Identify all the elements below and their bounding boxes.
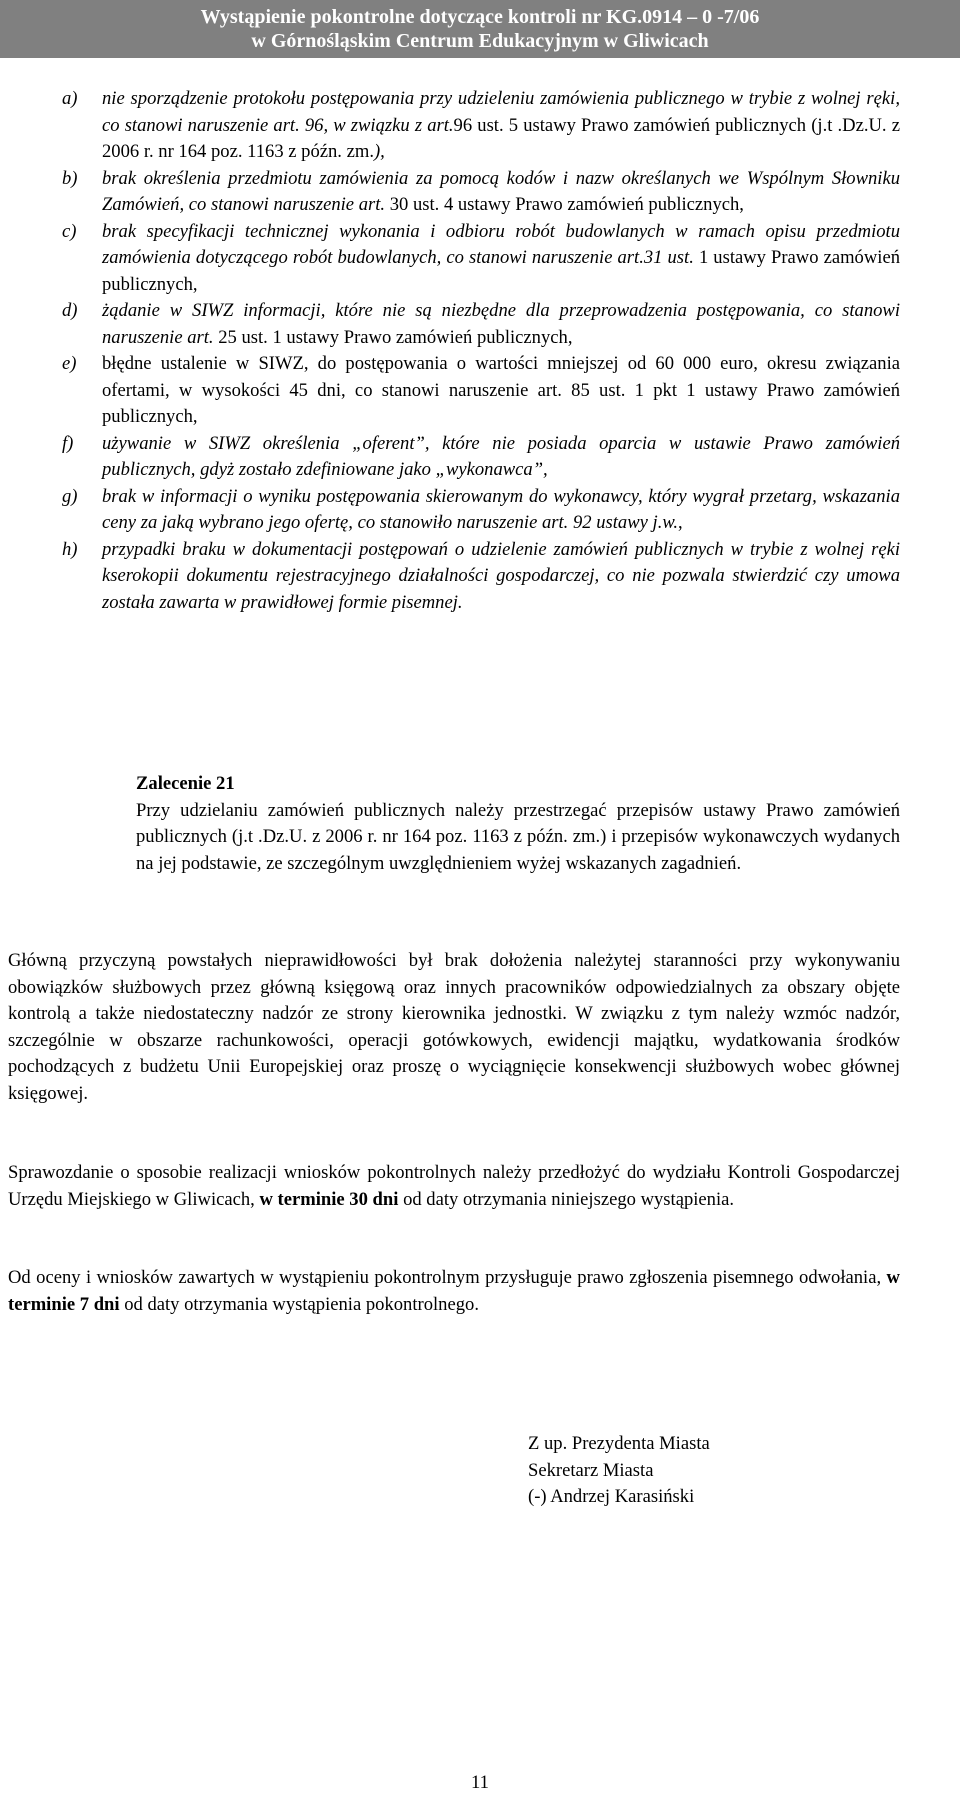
paragraph-report-deadline: [8, 1160, 900, 1213]
list-item-upright-text: 25 ust. 1 ustawy Prawo zamówień publicznych,: [218, 326, 573, 348]
list-item-upright-text: 1 ustawy Prawo zamówień publicznych,: [102, 247, 901, 295]
list-item-italic-text: przypadki braku w dokumentacji postępowań o udzielenie zamówień publicznych w trybie z wolnej ręki kserokopii dokumentu rejestracyjnego działalności gospodarczej, co nie pozwala stwierdzić czy umowa została zawarta w prawidłowej formie pisemnej.: [102, 538, 900, 613]
list-item: [62, 484, 900, 537]
signature-line: Sekretarz Miasta: [528, 1459, 654, 1481]
list-item-letter: g): [62, 485, 78, 507]
signature-block: [528, 1431, 908, 1511]
list-item-letter: a): [62, 88, 78, 109]
list-item: [62, 219, 900, 299]
list-item: [62, 166, 900, 219]
header-title-line1: Wystąpienie pokontrolne dotyczące kontroli nr KG.0914 – 0 -7/06: [200, 6, 760, 28]
list-item-upright-text: błędne ustalenie w SIWZ, do postępowania o wartości mniejszej od 60 000 euro, okresu związania ofertami, w wysokości 45 dni, co stanowi naruszenie art. 85 ust. 1 pkt 1 ustawy Prawo zamówień publicznych,: [102, 353, 900, 427]
paragraph-text: od daty otrzymania niniejszego wystąpienia.: [403, 1188, 735, 1210]
list-item-italic-text: brak w informacji o wyniku postępowania skierowanym do wykonawcy, który wygrał przetarg, wskazania ceny za jaką wybrano jego ofertę, co stanowiło naruszenie art. 92 ustawy j.w.: [102, 485, 900, 533]
list-item-letter: e): [62, 353, 77, 374]
list-item: [62, 86, 900, 166]
paragraph-causes: Główną przyczyną powstałych nieprawidłowości był brak dołożenia należytej staranności przy wykonywaniu obowiązków służbowych przez główną księgową oraz innych pracowników odpowiedzialnych za obszary objęte kontrolą a także niedostateczny nadzór ze strony kierownika jednostki. W związku z tym należy wzmóc nadzór, szczególnie w obszarze rachunkowości, operacji gotówkowych, ewidencji majątku, wydatkowania środków pochodzących z budżetu Unii Europejskiej oraz proszę o wyciągnięcie konsekwencji służbowych wobec głównej księgowej.: [8, 950, 900, 1104]
paragraph-text: Sprawozdanie o sposobie realizacji wniosków pokontrolnych należy przedłożyć do wydziału Kontroli Gospodarczej Urzędu Miejskiego w Gliwicach,: [8, 1162, 900, 1210]
list-item: [62, 537, 900, 617]
list-item-upright-text: 30 ust. 4 ustawy Prawo zamówień publicznych,: [389, 194, 744, 215]
list-item-letter: b): [62, 167, 78, 189]
deadline-bold-text: w terminie 7 dni: [8, 1267, 900, 1315]
list-item-letter: d): [62, 300, 78, 321]
list-item-italic-text: brak specyfikacji technicznej wykonania i odbioru robót budowlanych w ramach opisu przedmiotu zamówienia dotyczącego robót budowlanych, co stanowi naruszenie art.31 ust.: [102, 220, 900, 268]
signature-name: (-) Andrzej Karasiński: [528, 1486, 695, 1507]
list-item-tail: ,: [678, 512, 683, 533]
list-item-upright-text: 96 ust. 5 ustawy Prawo zamówień publicznych (j.t .Dz.U. z 2006 r. nr 164 poz. 1163 z późn. zm.: [102, 114, 900, 162]
list-item-italic-text: nie sporządzenie protokołu postępowania przy udzieleniu zamówienia publicznego w trybie z wolnej ręki, co stanowi naruszenie art. 96, w związku z art.: [102, 88, 900, 136]
list-item: [62, 298, 900, 351]
paragraph-appeal: [8, 1265, 900, 1318]
paragraph-text: od daty otrzymania wystąpienia pokontrolnego.: [124, 1293, 479, 1315]
recommendation-body: Przy udzielaniu zamówień publicznych należy przestrzegać przepisów ustawy Prawo zamówień publicznych (j.t .Dz.U. z 2006 r. nr 164 poz. 1163 z późn. zm.) i przepisów wykonawczych wydanych na jej podstawie, ze szczególnym uwzględnieniem wyżej wskazanych zagadnień.: [136, 799, 900, 874]
list-item-letter: h): [62, 538, 78, 560]
header-title-line2: w Górnośląskim Centrum Edukacyjnym w Gliwicach: [251, 30, 709, 52]
list-item-letter: f): [62, 432, 74, 454]
recommendation-title: Zalecenie 21: [136, 773, 235, 794]
deadline-bold-text: w terminie 30 dni: [259, 1188, 399, 1210]
list-item-italic-text: żądanie w SIWZ informacji, które nie są niezbędne dla przeprowadzenia postępowania, co stanowi naruszenie art.: [102, 300, 900, 348]
paragraph-text: Od oceny i wniosków zawartych w wystąpieniu pokontrolnym przysługuje prawo zgłoszenia pisemnego odwołania,: [8, 1267, 882, 1288]
list-item: [62, 351, 900, 431]
list-item-italic-text: używanie w SIWZ określenia „oferent”, które nie posiada oparcia w ustawie Prawo zamówień publicznych, gdyż zostało zdefiniowane jako „wykonawca”,: [102, 432, 900, 480]
list-item-italic-text: brak określenia przedmiotu zamówienia za pomocą kodów i nazw określanych we Wspólnym Słowniku Zamówień, co stanowi naruszenie art.: [102, 167, 900, 215]
list-item: [62, 431, 900, 484]
violations-list: [62, 86, 900, 616]
list-item-tail: ),: [373, 141, 385, 162]
page-number: 11: [471, 1772, 489, 1793]
list-item-letter: c): [62, 220, 77, 242]
recommendation-block: [136, 771, 900, 877]
document-header: [0, 0, 960, 58]
signature-line: Z up. Prezydenta Miasta: [528, 1433, 710, 1454]
